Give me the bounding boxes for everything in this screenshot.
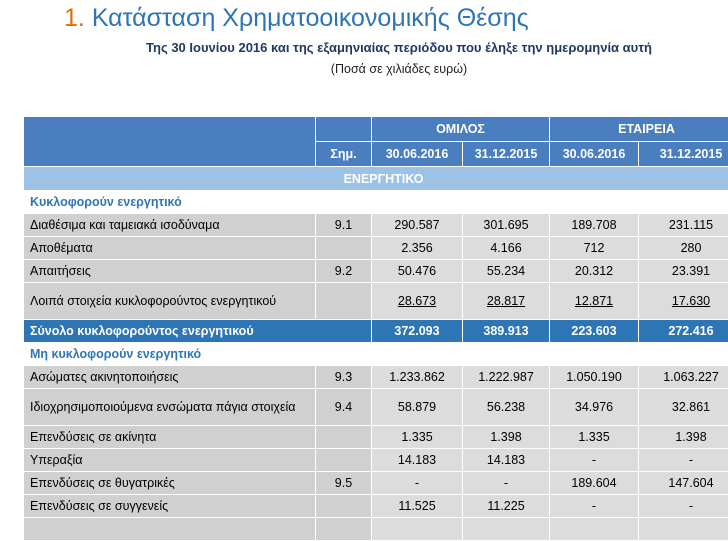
category-row: [24, 191, 728, 214]
header-note-blank: [316, 117, 372, 142]
row-value-empty: [639, 518, 728, 541]
row-value: [550, 283, 639, 320]
row-value-text: 17.630: [672, 294, 710, 308]
row-label: Διαθέσιμα και ταμειακά ισοδύναμα: [24, 214, 316, 237]
row-note: [316, 495, 372, 518]
row-value-text: 28.817: [487, 294, 525, 308]
row-value: -: [550, 495, 639, 518]
table-row: [24, 366, 728, 389]
row-label: Υπεραξία: [24, 449, 316, 472]
row-value-text: 28.673: [398, 294, 436, 308]
table-row: [24, 472, 728, 495]
row-label-empty: [24, 518, 316, 541]
currency-note: (Ποσά σε χιλιάδες ευρώ): [0, 62, 728, 76]
statement-subtitle: Της 30 Ιουνίου 2016 και της εξαμηνιαίας περιόδου που έληξε την ημερομηνία αυτή: [0, 40, 728, 55]
row-value: -: [639, 495, 728, 518]
table-row: [24, 389, 728, 426]
header-company: ΕΤΑΙΡΕΙΑ: [550, 117, 728, 142]
section-number: 1.: [64, 4, 85, 32]
row-label: Ιδιοχρησιμοποιούμενα ενσώματα πάγια στοιχεία: [24, 389, 316, 426]
row-value: 1.398: [463, 426, 550, 449]
title-text: Κατάσταση Χρηματοοικονομικής Θέσης: [92, 4, 529, 32]
row-value: 147.604: [639, 472, 728, 495]
row-note: [316, 426, 372, 449]
row-value: 32.861: [639, 389, 728, 426]
row-value: [463, 283, 550, 320]
header-date: 30.06.2016: [372, 142, 463, 167]
row-value-empty: [550, 518, 639, 541]
row-value: 290.587: [372, 214, 463, 237]
row-label: Αποθέματα: [24, 237, 316, 260]
row-value: 189.708: [550, 214, 639, 237]
table-row: [24, 426, 728, 449]
table-row: [24, 495, 728, 518]
row-note: 9.4: [316, 389, 372, 426]
row-value: 2.356: [372, 237, 463, 260]
table-row-partial: [24, 518, 728, 541]
row-value: 14.183: [372, 449, 463, 472]
row-label: Λοιπά στοιχεία κυκλοφορούντος ενεργητικού: [24, 283, 316, 320]
financial-position-table: [23, 116, 728, 541]
total-row: [24, 320, 728, 343]
row-value: -: [463, 472, 550, 495]
row-value: 301.695: [463, 214, 550, 237]
row-value: 20.312: [550, 260, 639, 283]
table-row: [24, 214, 728, 237]
row-note: 9.1: [316, 214, 372, 237]
row-value-text: 12.871: [575, 294, 613, 308]
row-value: [372, 283, 463, 320]
total-value: 389.913: [463, 320, 550, 343]
row-value: -: [550, 449, 639, 472]
row-note: [316, 449, 372, 472]
total-label: Σύνολο κυκλοφορούντος ενεργητικού: [24, 320, 372, 343]
total-value: 223.603: [550, 320, 639, 343]
category-row: [24, 343, 728, 366]
row-value: 58.879: [372, 389, 463, 426]
row-value: 1.222.987: [463, 366, 550, 389]
row-value: 1.335: [550, 426, 639, 449]
row-value: 1.398: [639, 426, 728, 449]
row-note-empty: [316, 518, 372, 541]
row-label: Επενδύσεις σε ακίνητα: [24, 426, 316, 449]
row-value: 1.050.190: [550, 366, 639, 389]
category-current-assets: Κυκλοφορούν ενεργητικό: [24, 191, 728, 214]
row-value-empty: [372, 518, 463, 541]
section-row: [24, 167, 728, 191]
row-value: 1.063.227: [639, 366, 728, 389]
header-note-col: Σημ.: [316, 142, 372, 167]
header-date: 31.12.2015: [639, 142, 728, 167]
row-value: 280: [639, 237, 728, 260]
row-value: 23.391: [639, 260, 728, 283]
row-label: Επενδύσεις σε συγγενείς: [24, 495, 316, 518]
header-row-groups: [24, 117, 728, 142]
row-value: [639, 283, 728, 320]
total-value: 272.416: [639, 320, 728, 343]
table-row: [24, 449, 728, 472]
row-value: 55.234: [463, 260, 550, 283]
header-group: ΟΜΙΛΟΣ: [372, 117, 550, 142]
table-row: [24, 283, 728, 320]
page-title: [64, 4, 529, 33]
row-note: 9.2: [316, 260, 372, 283]
table-row: [24, 260, 728, 283]
row-value-empty: [463, 518, 550, 541]
row-value: 11.225: [463, 495, 550, 518]
header-blank-cell: [24, 117, 316, 167]
row-value: 189.604: [550, 472, 639, 495]
row-value: 50.476: [372, 260, 463, 283]
row-value: 4.166: [463, 237, 550, 260]
table-row: [24, 237, 728, 260]
row-note: [316, 283, 372, 320]
row-value: 11.525: [372, 495, 463, 518]
row-value: 34.976: [550, 389, 639, 426]
row-value: -: [372, 472, 463, 495]
row-label: Ασώματες ακινητοποιήσεις: [24, 366, 316, 389]
total-value: 372.093: [372, 320, 463, 343]
row-label: Επενδύσεις σε θυγατρικές: [24, 472, 316, 495]
row-label: Απαιτήσεις: [24, 260, 316, 283]
row-note: [316, 237, 372, 260]
row-value: 1.233.862: [372, 366, 463, 389]
section-label: ΕΝΕΡΓΗΤΙΚΟ: [24, 167, 728, 191]
header-date: 31.12.2015: [463, 142, 550, 167]
row-value: 231.115: [639, 214, 728, 237]
row-note: 9.5: [316, 472, 372, 495]
row-value: 712: [550, 237, 639, 260]
header-date: 30.06.2016: [550, 142, 639, 167]
row-value: 56.238: [463, 389, 550, 426]
row-value: 1.335: [372, 426, 463, 449]
category-non-current-assets: Μη κυκλοφορούν ενεργητικό: [24, 343, 728, 366]
row-note: 9.3: [316, 366, 372, 389]
row-value: 14.183: [463, 449, 550, 472]
row-value: -: [639, 449, 728, 472]
